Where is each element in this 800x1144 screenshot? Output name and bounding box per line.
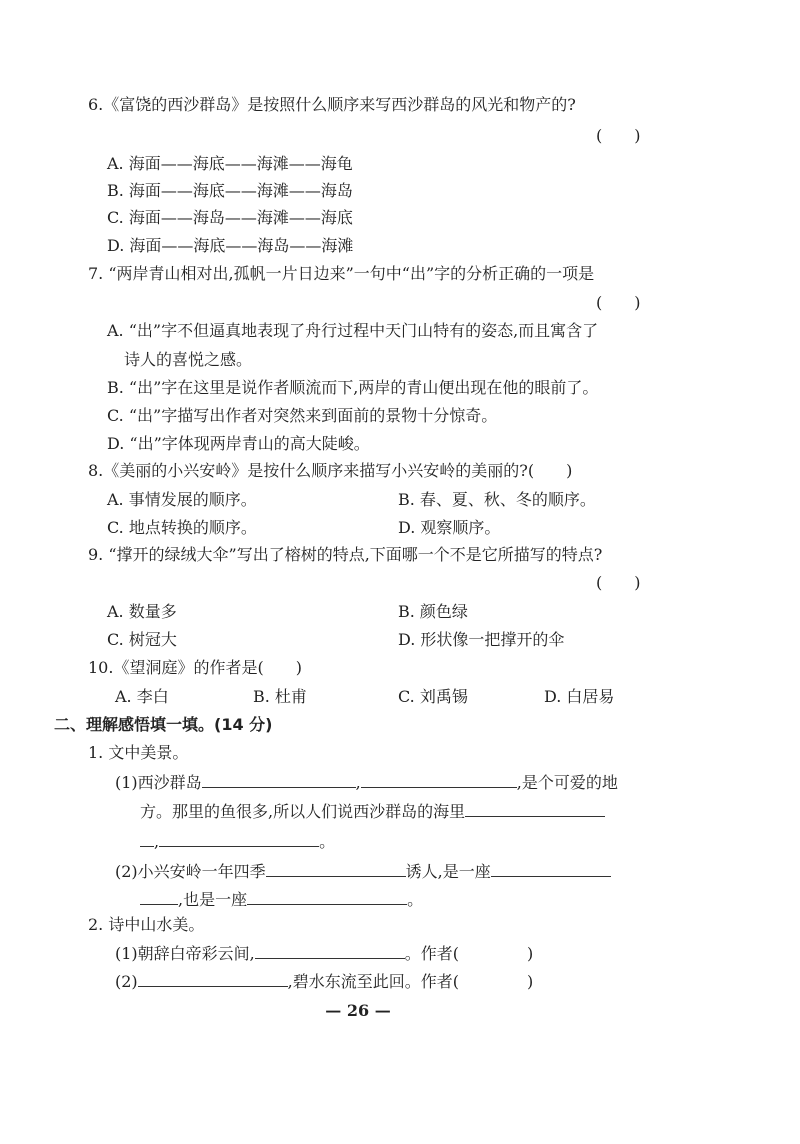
part1-title: 1. 文中美景。 [88, 743, 189, 762]
part1-sub1-comma: , [355, 773, 361, 792]
fill-blank-5[interactable] [266, 860, 406, 877]
q8-option-b: B. 春、夏、秋、冬的顺序。 [398, 490, 596, 509]
q7-option-a-line2: 诗人的喜悦之感。 [124, 350, 253, 369]
fill-blank-3[interactable] [465, 800, 605, 817]
q7-option-c: C. “出”字描写出作者对突然来到面前的景物十分惊奇。 [107, 406, 498, 425]
q9-answer-paren: ( ) [596, 573, 641, 592]
part2-sub2-tail: ,碧水东流至此回。作者( [287, 972, 460, 991]
part1-sub1-tail: ,是个可爱的地 [516, 773, 618, 792]
q6-option-c: C. 海面——海岛——海滩——海底 [107, 208, 353, 227]
author-blank-2[interactable] [459, 971, 527, 987]
part2-title: 2. 诗中山水美。 [88, 915, 205, 934]
part1-sub1-line2 [140, 800, 605, 822]
part1-sub2-line1 [115, 860, 611, 882]
q8-option-d: D. 观察顺序。 [398, 518, 501, 537]
q7-option-a-line1: A. “出”字不但逼真地表现了舟行过程中天门山特有的姿态,而且寓含了 [107, 321, 599, 340]
q7-option-b: B. “出”字在这里是说作者顺流而下,两岸的青山便出现在他的眼前了。 [107, 378, 599, 397]
part1-sub1-line3-sep: , [154, 832, 160, 851]
part1-sub1-line1 [115, 771, 618, 793]
part1-sub2-line2 [140, 888, 423, 910]
part2-sub1 [115, 942, 533, 964]
part2-sub1-tail: 。作者( [404, 944, 460, 963]
q7-stem: 7. “两岸青山相对出,孤帆一片日边来”一句中“出”字的分析正确的一项是 [88, 264, 595, 283]
q10-stem: 10.《望洞庭》的作者是( ) [88, 658, 302, 677]
q7-answer-paren: ( ) [596, 293, 641, 312]
part1-sub1-line2-text: 方。那里的鱼很多,所以人们说西沙群岛的海里 [140, 802, 466, 821]
part2-sub2-close: ) [527, 972, 534, 991]
q6-option-b: B. 海面——海底——海滩——海岛 [107, 181, 353, 200]
fill-blank-1[interactable] [202, 771, 356, 788]
q9-option-a: A. 数量多 [107, 602, 177, 621]
part1-sub2-line2-mid: ,也是一座 [178, 890, 248, 909]
q9-option-b: B. 颜色绿 [398, 602, 468, 621]
q8-option-c: C. 地点转换的顺序。 [107, 518, 257, 537]
part2-sub2-label: (2) [115, 972, 138, 991]
part2-sub1-label: (1)朝辞白帝彩云间, [115, 944, 255, 963]
fill-blank-9[interactable] [138, 970, 288, 987]
q8-stem: 8.《美丽的小兴安岭》是按什么顺序来描写小兴安岭的美丽的?( ) [88, 461, 573, 480]
q10-option-c: C. 刘禹锡 [398, 687, 468, 706]
q9-stem: 9. “撑开的绿绒大伞”写出了榕树的特点,下面哪一个不是它所描写的特点? [88, 545, 603, 564]
q6-option-a: A. 海面——海底——海滩——海龟 [107, 154, 353, 173]
fill-blank-6[interactable] [491, 860, 611, 877]
part2-sub1-close: ) [527, 944, 534, 963]
fill-blank-3-cont[interactable] [140, 830, 154, 847]
q6-stem: 6.《富饶的西沙群岛》是按照什么顺序来写西沙群岛的风光和物产的? [88, 95, 576, 114]
fill-blank-7[interactable] [247, 888, 407, 905]
q8-option-a: A. 事情发展的顺序。 [107, 490, 257, 509]
section2-title: 二、理解感悟填一填。(14 分) [54, 715, 273, 734]
page-number: — 26 — [325, 1001, 391, 1020]
fill-blank-8[interactable] [255, 942, 405, 959]
part1-sub1-line3 [140, 830, 335, 852]
part2-sub2 [115, 970, 533, 992]
author-blank-1[interactable] [459, 943, 527, 959]
q10-option-d: D. 白居易 [544, 687, 615, 706]
q10-option-a: A. 李白 [115, 687, 169, 706]
part1-sub2-mid: 诱人,是一座 [405, 862, 491, 881]
q9-option-d: D. 形状像一把撑开的伞 [398, 630, 565, 649]
q6-answer-paren: ( ) [596, 126, 641, 145]
fill-blank-4[interactable] [159, 830, 319, 847]
q7-option-d: D. “出”字体现两岸青山的高大陡峻。 [107, 434, 370, 453]
q6-option-d: D. 海面——海底——海岛——海滩 [107, 236, 354, 255]
q9-option-c: C. 树冠大 [107, 630, 177, 649]
part1-sub1-label: (1)西沙群岛 [115, 773, 202, 792]
part1-sub2-label: (2)小兴安岭一年四季 [115, 862, 266, 881]
fill-blank-6-cont[interactable] [140, 888, 178, 905]
q10-option-b: B. 杜甫 [253, 687, 307, 706]
part1-sub1-line3-end: 。 [319, 832, 336, 851]
fill-blank-2[interactable] [361, 771, 517, 788]
part1-sub2-line2-end: 。 [407, 890, 424, 909]
